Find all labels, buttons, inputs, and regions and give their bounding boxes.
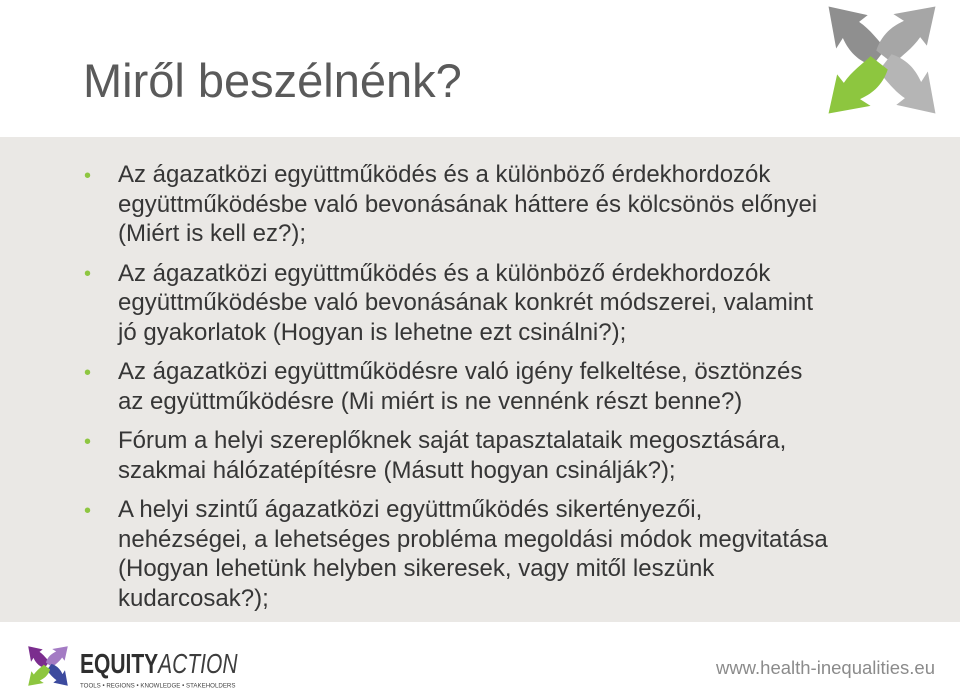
bullet-line: nehézségei, a lehetséges probléma megoldási módok megvitatása xyxy=(118,525,828,553)
bullet-line: szakmai hálózatépítésre (Másutt hogyan csinálják?); xyxy=(118,456,676,484)
bullet-item xyxy=(0,160,960,249)
bullet-item xyxy=(0,357,960,416)
bullet-list xyxy=(0,160,960,623)
bullet-line: Az ágazatközi együttműködésre való igény felkeltése, ösztönzés xyxy=(118,358,803,385)
bullet-line: Fórum a helyi szereplőknek saját tapasztalataik megosztására, xyxy=(118,427,787,454)
pinwheel-blade-green xyxy=(23,661,54,692)
bullet-item xyxy=(0,426,960,485)
pinwheel-blade-purple xyxy=(22,641,53,672)
logo-word-equity: EQUITY xyxy=(80,648,159,679)
bullet-line: Az ágazatközi együttműködés és a különböző érdekhordozók xyxy=(118,161,771,188)
equity-action-pinwheel-icon xyxy=(22,640,74,692)
page-title: Miről beszélnénk? xyxy=(83,54,462,107)
cross-arrows-logo-icon xyxy=(822,2,942,120)
bullet-line: jó gyakorlatok (Hogyan is lehetne ezt csinálni?); xyxy=(118,318,627,346)
bullet-line: az együttműködésre (Mi miért is ne vennénk részt benne?) xyxy=(118,387,743,415)
website-url: www.health-inequalities.eu xyxy=(715,657,935,678)
pinwheel-blade-blue xyxy=(43,660,74,691)
pinwheel-blade-lilac xyxy=(42,640,73,671)
logo-word-action: ACTION xyxy=(158,648,238,679)
logo-tagline: TOOLS • REGIONS • KNOWLEDGE • STAKEHOLDERS xyxy=(80,682,236,689)
bullet-icon: • xyxy=(84,361,92,384)
bullet-line: együttműködésbe való bevonásának konkrét módszerei, valamint xyxy=(118,289,814,316)
bullet-line: A helyi szintű ágazatközi együttműködés sikertényezői, xyxy=(118,496,703,523)
bullet-item xyxy=(0,495,960,613)
bullet-icon: • xyxy=(84,263,92,285)
equity-action-wordmark xyxy=(80,648,238,680)
bullet-line: kudarcosak?); xyxy=(118,584,269,612)
bullet-line: együttműködésbe való bevonásának háttere és kölcsönös előnyei xyxy=(118,190,818,218)
bullet-line: (Hogyan lehetünk helyben sikeresek, vagy mitől leszünk xyxy=(118,555,715,582)
bullet-line: (Miért is kell ez?); xyxy=(118,220,307,247)
bullet-icon: • xyxy=(84,430,92,453)
bullet-item xyxy=(0,259,960,348)
bullet-line: Az ágazatközi együttműködés és a különböző érdekhordozók xyxy=(118,259,771,287)
bullet-icon: • xyxy=(84,164,92,187)
bullet-icon: • xyxy=(84,499,92,522)
